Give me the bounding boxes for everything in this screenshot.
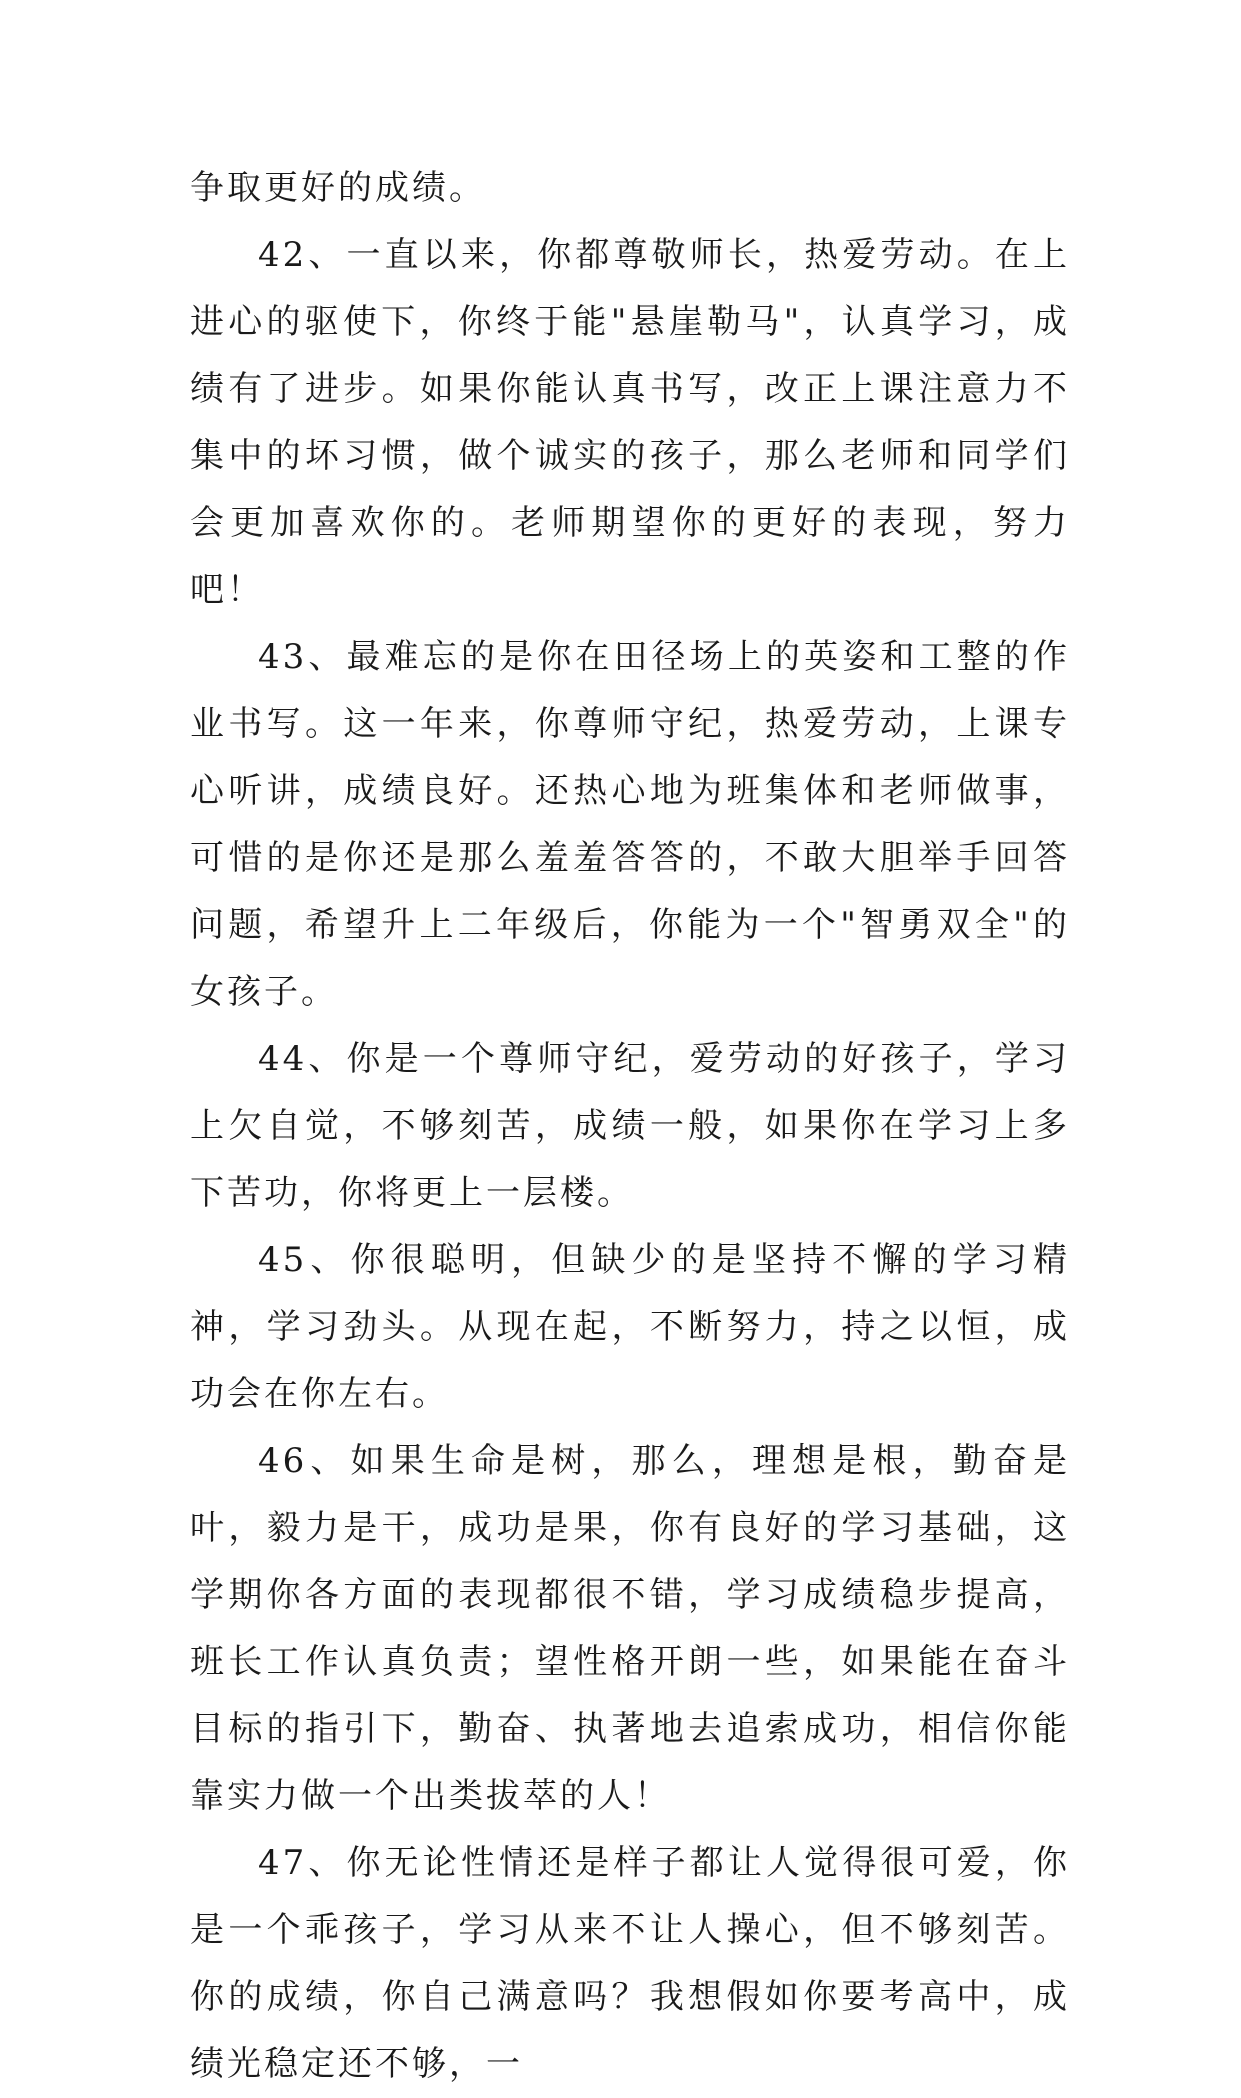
paragraph-43: 43、最难忘的是你在田径场上的英姿和工整的作业书写。这一年来，你尊师守纪，热爱劳动，上课专心听讲，成绩良好。还热心地为班集体和老师做事，可惜的是你还是那么羞羞答答的，不敢大胆举手回答问题，希望升上二年级后，你能为一个"智勇双全"的女孩子。	[190, 637, 1070, 1012]
document-body	[190, 155, 1070, 2098]
paragraph-continuation: 争取更好的成绩。	[190, 168, 486, 208]
paragraph-45: 45、你很聪明，但缺少的是坚持不懈的学习精神，学习劲头。从现在起，不断努力，持之以恒，成功会在你左右。	[190, 1240, 1070, 1414]
paragraph-42: 42、一直以来，你都尊敬师长，热爱劳动。在上进心的驱使下，你终于能"悬崖勒马"，认真学习，成绩有了进步。如果你能认真书写，改正上课注意力不集中的坏习惯，做个诚实的孩子，那么老师和同学们会更加喜欢你的。老师期望你的更好的表现，努力吧！	[190, 235, 1070, 610]
paragraph-44: 44、你是一个尊师守纪，爱劳动的好孩子，学习上欠自觉，不够刻苦，成绩一般，如果你在学习上多下苦功，你将更上一层楼。	[190, 1039, 1070, 1213]
paragraph-46: 46、如果生命是树，那么，理想是根，勤奋是叶，毅力是干，成功是果，你有良好的学习基础，这学期你各方面的表现都很不错，学习成绩稳步提高，班长工作认真负责；望性格开朗一些，如果能在奋斗目标的指引下，勤奋、执著地去追索成功，相信你能靠实力做一个出类拔萃的人！	[190, 1441, 1070, 1816]
paragraph-47: 47、你无论性情还是样子都让人觉得很可爱，你是一个乖孩子，学习从来不让人操心，但不够刻苦。你的成绩，你自己满意吗？我想假如你要考高中，成绩光稳定还不够，一	[190, 1843, 1070, 2084]
